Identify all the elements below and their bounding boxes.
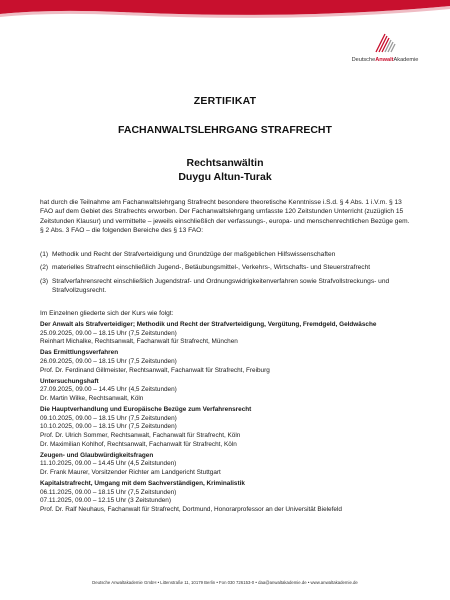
intro-paragraph: hat durch die Teilnahme am Fachanwaltslehrgang Strafrecht besondere theoretische Kenntnisse i.S.d. § 4 Abs. 1 i.V.m. § 13 FAO auf dem Gebiet des Strafrechts erworben. Der Fachanwaltslehrgang umfasste 120 Zeitstunden Unterricht (zuzüglich 15 Zeitstunden Klausur) und vermittelte – jeweils einschließlich der verfassungs-, europa- und menschenrechtlichen Bezüge gem. § 2 Abs. 3 FAO – die folgenden Bereiche des § 13 FAO:	[40, 199, 410, 235]
course-module-line: 06.11.2025, 09.00 – 18.15 Uhr (7,5 Zeitstunden)	[40, 488, 177, 496]
course-module-line: 11.10.2025, 09.00 – 14.45 Uhr (4,5 Zeitstunden)	[40, 460, 177, 468]
recipient-role: Rechtsanwältin	[186, 157, 264, 169]
course-module-line: 10.10.2025, 09.00 – 18.15 Uhr (7,5 Zeitstunden)	[40, 423, 177, 431]
top-decorative-wave	[0, 0, 450, 22]
course-module	[40, 452, 420, 478]
recipient-name: Duygu Altun-Turak	[178, 171, 272, 183]
logo-text: DeutscheAnwaltAkademie	[351, 57, 419, 63]
footer-contact: Deutsche Anwaltakademie GmbH • Littenstraße 11, 10179 Berlin • Fon 030 726153-0 • daa@anwaltakademie.de • www.anwaltakademie.de	[92, 580, 358, 585]
list-item: (3) Strafverfahrensrecht einschließlich Jugendstraf- und Ordnungswidrigkeitenverfahren sowie Strafvollstreckungs- und Strafvollzugsrecht.	[40, 277, 390, 295]
list-item: (2) materielles Strafrecht einschließlich Jugend-, Betäubungsmittel-, Verkehrs-, Wirtschafts- und Steuerstrafrecht	[40, 264, 371, 272]
course-module-title: Kapitalstrafrecht, Umgang mit dem Sachverständigen, Kriminalistik	[40, 480, 245, 488]
course-module	[40, 321, 420, 347]
course-module-title: Das Ermittlungsverfahren	[40, 349, 119, 357]
course-module-line: Dr. Frank Maurer, Vorsitzender Richter am Landgericht Stuttgart	[40, 468, 221, 476]
course-module-title: Zeugen- und Glaubwürdigkeitsfragen	[40, 451, 154, 459]
course-module-line: Dr. Martin Wilke, Rechtsanwalt, Köln	[40, 394, 144, 402]
course-module-line: Prof. Dr. Ralf Neuhaus, Fachanwalt für Strafrecht, Dortmund, Honorarprofessor an der Universität Bielefeld	[40, 505, 342, 513]
subject-areas-list	[40, 250, 412, 300]
course-module	[40, 480, 420, 514]
course-module-title: Der Anwalt als Strafverteidiger; Methodik und Recht der Strafverteidigung, Vergütung, Fremdgeld, Geldwäsche	[40, 321, 377, 328]
course-module-line: 07.11.2025, 09.00 – 12.15 Uhr (3 Zeitstunden)	[40, 497, 171, 505]
courses-intro: Im Einzelnen gliederte sich der Kurs wie folgt:	[40, 310, 174, 317]
course-modules-list	[40, 321, 420, 517]
course-module-line: Prof. Dr. Ulrich Sommer, Rechtsanwalt, Fachanwalt für Strafrecht, Köln	[40, 431, 241, 439]
course-module	[40, 406, 420, 449]
course-module	[40, 349, 420, 375]
course-title: FACHANWALTSLEHRGANG STRAFRECHT	[118, 124, 332, 136]
course-module-line: 26.09.2025, 09.00 – 18.15 Uhr (7,5 Zeitstunden)	[40, 357, 177, 365]
course-module-line: Reinhart Michalke, Rechtsanwalt, Fachanwalt für Strafrecht, München	[40, 338, 238, 346]
course-module	[40, 378, 420, 404]
course-module-title: Untersuchungshaft	[40, 377, 99, 385]
course-module-line: 27.09.2025, 09.00 – 14.45 Uhr (4,5 Zeitstunden)	[40, 386, 177, 394]
list-item: (1) Methodik und Recht der Strafverteidigung und Grundzüge der maßgeblichen Hilfswissenschaften	[40, 251, 336, 258]
course-module-title: Die Hauptverhandlung und Europäische Bezüge zum Verfahrensrecht	[40, 406, 252, 414]
course-module-line: Dr. Maximilian Kohlhof, Rechtsanwalt, Fachanwalt für Strafrecht, Köln	[40, 440, 237, 448]
logo-mark-icon	[372, 30, 398, 56]
certificate-title: ZERTIFIKAT	[193, 95, 257, 107]
course-module-line: 09.10.2025, 09.00 – 18.15 Uhr (7,5 Zeitstunden)	[40, 414, 177, 422]
course-module-line: Prof. Dr. Ferdinand Gillmeister, Rechtsanwalt, Fachanwalt für Strafrecht, Freiburg	[40, 366, 270, 374]
course-module-line: 25.09.2025, 09.00 – 18.15 Uhr (7,5 Zeitstunden)	[40, 329, 177, 337]
logo	[350, 30, 420, 63]
